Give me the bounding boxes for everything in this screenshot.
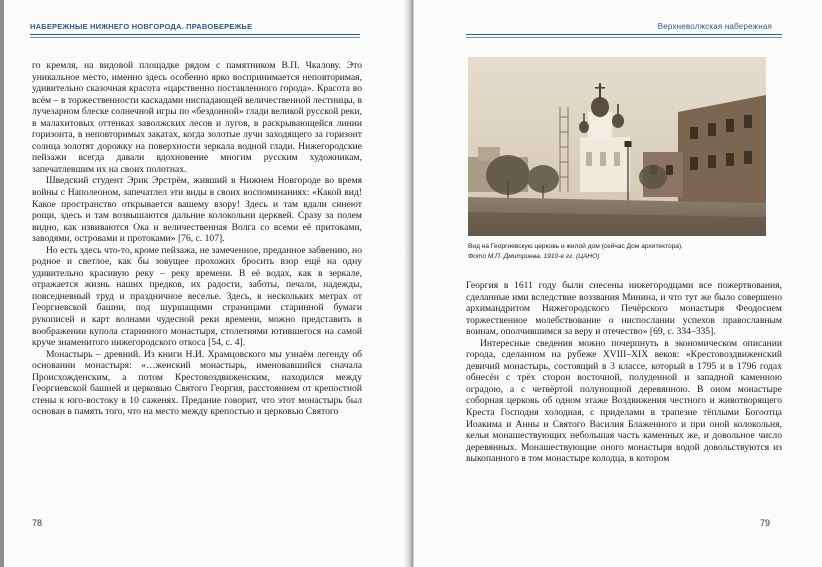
church-photo-sepia bbox=[468, 57, 766, 236]
paragraph: Монастырь – древний. Из книги Н.И. Храмцовского мы узнаём легенду об основании монастыря: «…женский монастырь, именовавшийся сначала Происхожденским, а потом Крестовоздвиженским, находился между Георгиевской башней и церковью Святого Георгия, расстоянием от крепостной стены к юго-востоку в 10 саженях. Предание говорит, что этот монастырь был основан в память того, что на место между крепостью и церковью Святого bbox=[32, 348, 362, 418]
header-rule-right-thin bbox=[466, 37, 782, 38]
running-head-left: НАБЕРЕЖНЫЕ НИЖНЕГО НОВГОРОДА. ПРАВОБЕРЕЖЬЕ bbox=[30, 22, 253, 31]
page-number-right: 79 bbox=[759, 518, 770, 528]
caption-text: Вид на Георгиевскую церковь и жилой дом (сейчас Дом архитектора). bbox=[468, 243, 684, 250]
running-head-right: Верхневолжская набережная bbox=[657, 22, 772, 31]
paragraph: Но есть здесь что-то, кроме пейзажа, не замеченное, преданное забвению, но родное и светлое, как бы зовущее прохожих бросить взор ещё на одну удивительно красивую реку – реку времени. В её водах, как в зеркале, отражается жизнь наших предков, их радости, заботы, печали, надежды, повседневный труд и праздничное веселье. Здесь, в нескольких метрах от Георгиевской башни, под шуршащими страницами старинной бумаги рукописей и карт волнами чудесной реки времени, можно представить в воображении купола старинного монастыря, столетиями ютившегося на самой круче знаменитого нижегородского откоса [54, с. 4]. bbox=[32, 244, 362, 349]
header-rule-right bbox=[466, 34, 782, 35]
page-number-left: 78 bbox=[32, 518, 43, 528]
paragraph: Интересные сведения можно почерпнуть в экономическом описании города, сделанном на рубеже XVIII–XIX веков: «Крестовоздвиженский девичий монастырь, состоящий в 3 классе, который в 1795 и в 1796 годах обнесён с трёх сторон восточной, полуденной и западной каменною оградою, а с четвёртой полунощной деревянною. В оном монастыре соборная церковь об одном этаже Воздвижения честного и животворящего Креста Господня холодная, с приделами в трапезне тёплыми Богоотца Иоакима и Анны и Святого Василия Блаженного и при оной колокольня, кельи монашествующих небольшая часть каменных же, и довольное число деревянных. Монашествующие оного монастыря водой довольствуются из выкопанного в том монастыре колодца, в котором bbox=[466, 337, 782, 465]
caption-credit: Фото М.П. Дмитриева, 1910-е гг. (ЦАНО) bbox=[468, 252, 600, 260]
paragraph: Шведский студент Эрик Эрстрём, живший в Нижнем Новгороде во время войны с Наполеоном, запечатлел эти виды в своих воспоминаниях: «Какой вид! Какое пространство открывается вашему взору! Здесь и там вдали синеют рощи, здесь и там возвышаются дальние колокольни церквей. Сразу за полем видно, как извиваются Ока и величественная Волга со всеми её притоками, заводями, островами и протоками» [76, с. 107]. bbox=[32, 175, 362, 245]
left-page-body bbox=[32, 60, 362, 418]
right-page bbox=[414, 0, 822, 567]
left-page bbox=[4, 0, 410, 567]
paragraph: Георгия в 1611 году были снесены нижегородцами все пожертвования, сделанные ими вследствие воззвания Минина, и что тут же было совершено архимандритом Нижегородского Печёрского монастыря Феодосием торжественное молебствование о ниспослании успехов православным воинам, ополчившимся за веру и отечество» [69, с. 334–335]. bbox=[466, 280, 782, 338]
header-rule-left-thin bbox=[30, 37, 360, 38]
photo-caption bbox=[468, 242, 768, 261]
paragraph: го кремля, на видовой площадке рядом с памятником В.П. Чкалову. Это уникальное место, именно здесь особенно ярко воспринимается неповторимая, удивительно сказочная красота «царственно поставленного города». Красота во всём – в торжественности каскадами ниспадающей величественной лестницы, в лучезарном блеске солнечной игры по «бездонной» глади великой русской реки, в малахитовых оттенках заволжских лесов и лугов, в раскрывающейся линии горизонта, в неповторимых закатах, когда золотые лучи заходящего за горизонт солнца золотят дорожку на поверхности зеркала водной глади. Нижегородские пейзажи всегда давали вдохновение многим русским художникам, запечатлевшим их на своих полотнах. bbox=[32, 60, 362, 175]
header-rule-left bbox=[30, 34, 360, 35]
right-page-body bbox=[466, 280, 782, 465]
